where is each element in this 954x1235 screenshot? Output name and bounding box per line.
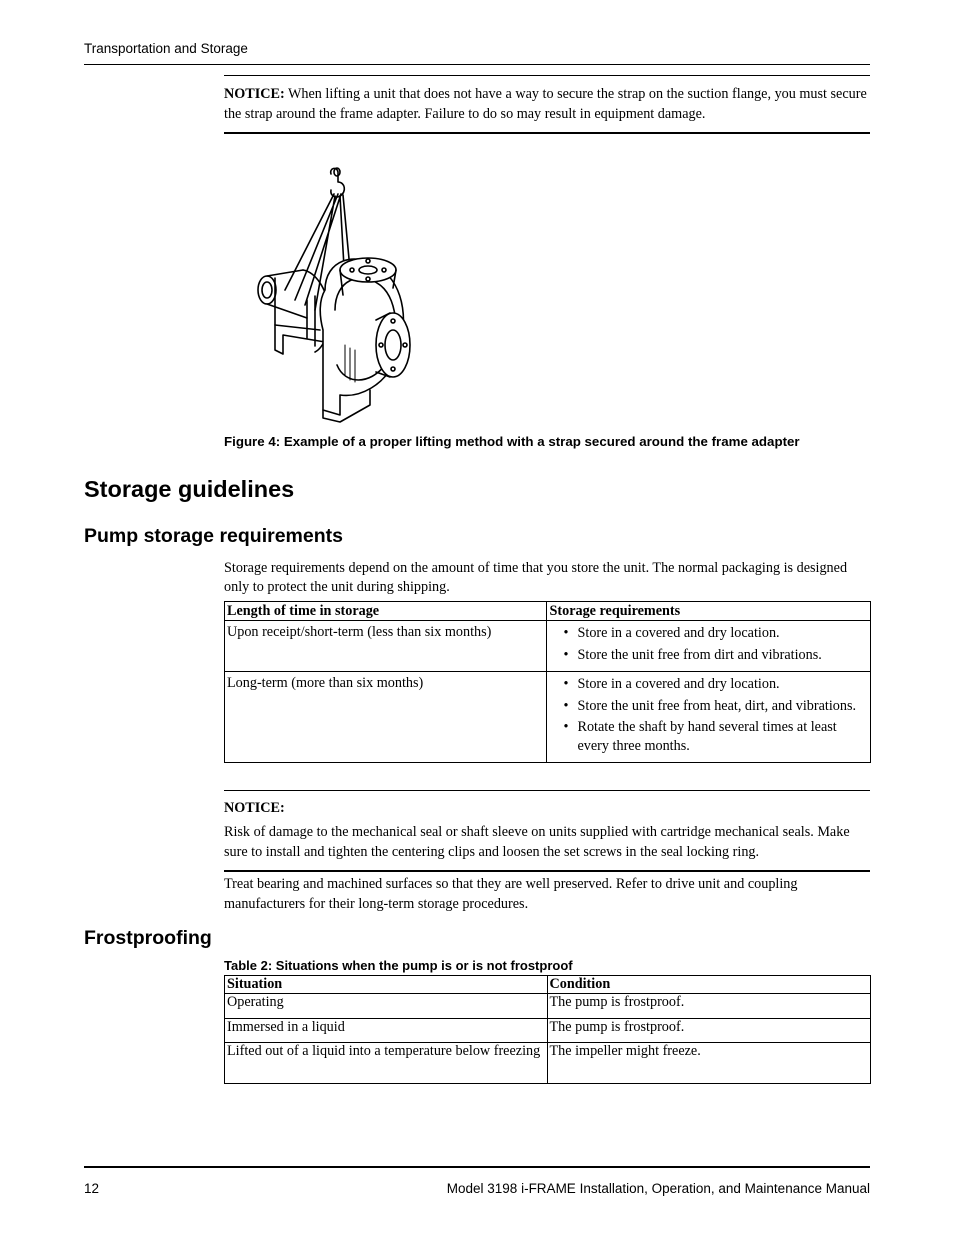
notice-label: NOTICE: xyxy=(224,800,285,816)
table-header-cell: Situation xyxy=(225,976,548,994)
table-cell xyxy=(547,672,871,763)
table-cell: The pump is frostproof. xyxy=(547,1019,871,1043)
figure-caption: Figure 4: Example of a proper lifting method with a strap secured around the frame adapter xyxy=(224,434,800,449)
notice-top-rule xyxy=(224,790,870,791)
notice-block xyxy=(224,85,870,124)
page-number: 12 xyxy=(84,1181,100,1196)
subsection-heading: Pump storage requirements xyxy=(84,525,343,547)
table-cell: The impeller might freeze. xyxy=(547,1043,871,1084)
table-header-row xyxy=(225,602,871,621)
table-cell: Lifted out of a liquid into a temperature below freezing xyxy=(225,1043,548,1084)
manual-title: Model 3198 i-FRAME Installation, Operation, and Maintenance Manual xyxy=(446,1181,870,1196)
table-row xyxy=(225,621,871,672)
preservation-paragraph: Treat bearing and machined surfaces so that they are well preserved. Refer to drive unit and coupling manufacturers for their long-term storage procedures. xyxy=(224,876,798,912)
pump-lifting-strap-illustration xyxy=(245,160,425,425)
table-row xyxy=(225,1043,871,1084)
notice-top-rule xyxy=(224,75,870,76)
list-item: • Store in a covered and dry location. xyxy=(577,675,868,694)
notice-text: Risk of damage to the mechanical seal or shaft sleeve on units supplied with cartridge mechanical seals. Make sure to install and tighten the centering clips and loosen the set screws in the seal locking ring. xyxy=(224,824,850,860)
running-header: Transportation and Storage xyxy=(84,41,248,56)
table-cell: The pump is frostproof. xyxy=(547,994,871,1019)
table-cell xyxy=(547,621,871,672)
requirements-list xyxy=(549,675,868,755)
requirements-list xyxy=(549,624,868,664)
notice-text: When lifting a unit that does not have a way to secure the strap on the suction flange, you must secure the strap around the frame adapter. Failure to do so may result in equipment damage. xyxy=(224,86,867,122)
list-item: • Rotate the shaft by hand several times at least every three months. xyxy=(577,718,868,755)
table-cell: Upon receipt/short-term (less than six months) xyxy=(225,621,547,672)
table-header-row xyxy=(225,976,871,994)
notice-bottom-rule xyxy=(224,132,870,134)
list-item: • Store the unit free from heat, dirt, and vibrations. xyxy=(577,697,868,716)
subsection-heading: Frostproofing xyxy=(84,927,212,949)
section-heading: Storage guidelines xyxy=(84,476,295,502)
table-cell: Long-term (more than six months) xyxy=(225,672,547,763)
storage-requirements-table xyxy=(224,601,871,763)
table-cell: Immersed in a liquid xyxy=(225,1019,548,1043)
intro-paragraph: Storage requirements depend on the amount of time that you store the unit. The normal packaging is designed only to protect the unit during shipping. xyxy=(224,560,848,595)
table-header-cell: Storage requirements xyxy=(547,602,871,621)
table-cell: Operating xyxy=(225,994,548,1019)
notice-label: NOTICE: xyxy=(224,86,285,102)
frostproof-table xyxy=(224,975,871,1084)
table-header-cell: Condition xyxy=(547,976,871,994)
table-header-cell: Length of time in storage xyxy=(225,602,547,621)
table-caption: Table 2: Situations when the pump is or is not frostproof xyxy=(224,958,573,973)
table-row xyxy=(225,994,871,1019)
header-rule xyxy=(84,64,870,65)
table-row xyxy=(225,672,871,763)
list-item: • Store the unit free from dirt and vibrations. xyxy=(577,646,868,665)
table-row xyxy=(225,1019,871,1043)
notice-bottom-rule xyxy=(224,870,870,872)
list-item: • Store in a covered and dry location. xyxy=(577,624,868,643)
footer-rule xyxy=(84,1166,870,1168)
